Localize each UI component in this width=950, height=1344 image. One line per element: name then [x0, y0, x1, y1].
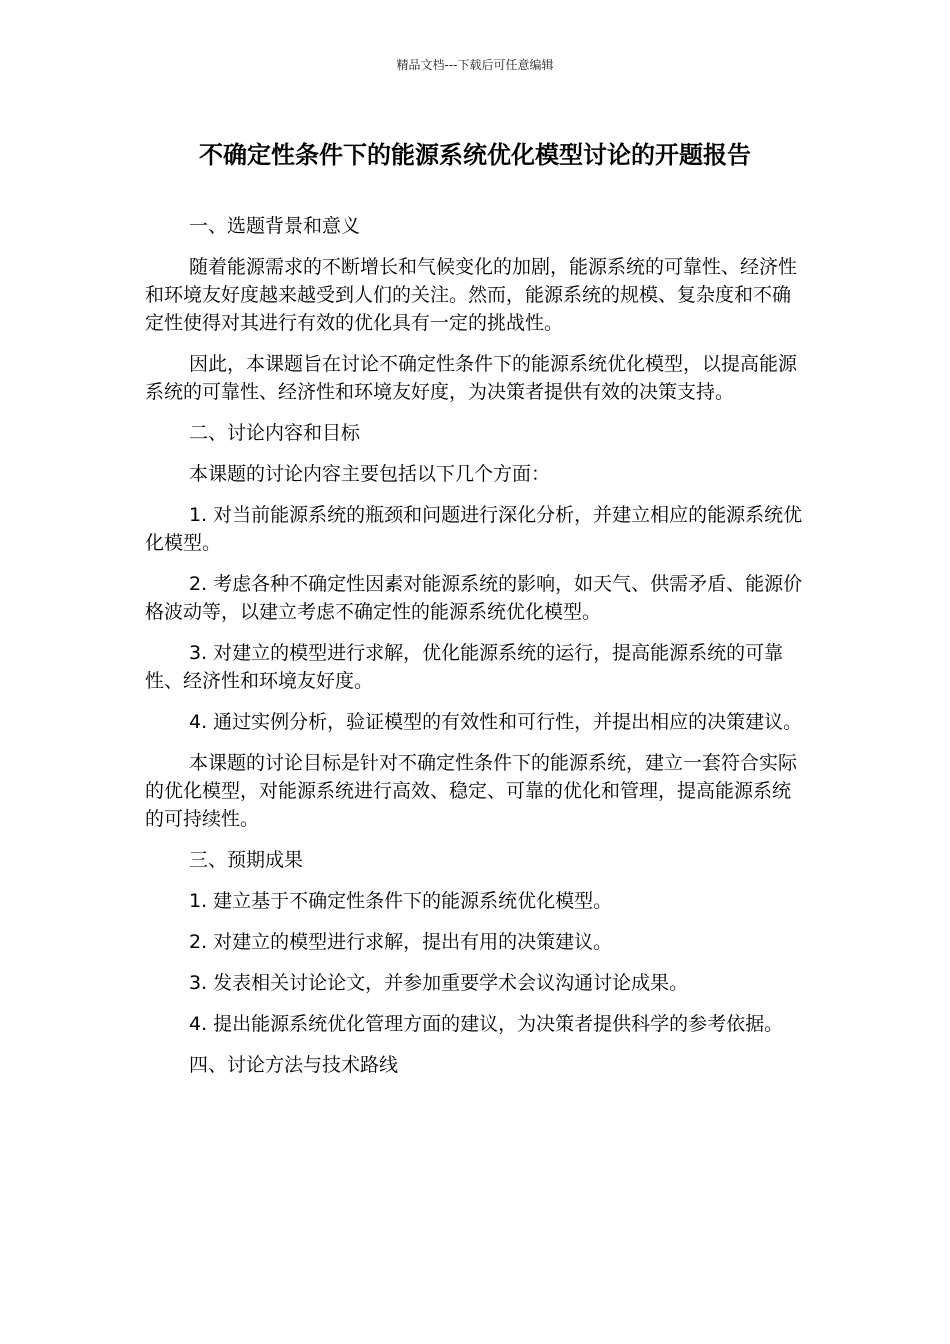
list-item-outcome-2: 2. 对建立的模型进行求解，提出有用的决策建议。: [189, 931, 613, 953]
page-header-note: 精品文档---下载后可任意编辑: [396, 58, 554, 72]
paragraph-background: 随着能源需求的不断增长和气候变化的加剧，能源系统的可靠性、经济性和环境友好度越来越受到人们的关注。然而，能源系统的规模、复杂度和不确定性使得对其进行有效的优化具有一定的挑战性。: [145, 256, 798, 334]
list-item-content-4: 4. 通过实例分析，验证模型的有效性和可行性，并提出相应的决策建议。: [189, 711, 803, 733]
section-heading-methods: 四、讨论方法与技术路线: [189, 1054, 399, 1076]
document-body: [145, 212, 805, 1092]
section-heading-content: 二、讨论内容和目标: [189, 422, 361, 444]
paragraph-goal: 本课题的讨论目标是针对不确定性条件下的能源系统，建立一套符合实际的优化模型，对能源系统进行高效、稳定、可靠的优化和管理，提高能源系统的可持续性。: [145, 752, 798, 830]
section-heading-background: 一、选题背景和意义: [189, 215, 361, 237]
list-item-content-1: 1. 对当前能源系统的瓶颈和问题进行深化分析，并建立相应的能源系统优化模型。: [145, 504, 803, 554]
paragraph-content-intro: 本课题的讨论内容主要包括以下几个方面：: [189, 463, 551, 485]
list-item-outcome-4: 4. 提出能源系统优化管理方面的建议，为决策者提供科学的参考依据。: [189, 1013, 784, 1035]
list-item-content-3: 3. 对建立的模型进行求解，优化能源系统的运行，提高能源系统的可靠性、经济性和环境友好度。: [145, 642, 784, 692]
list-item-outcome-1: 1. 建立基于不确定性条件下的能源系统优化模型。: [189, 890, 613, 912]
paragraph-purpose: 因此，本课题旨在讨论不确定性条件下的能源系统优化模型，以提高能源系统的可靠性、经济性和环境友好度，为决策者提供有效的决策支持。: [145, 353, 798, 403]
document-title: 不确定性条件下的能源系统优化模型讨论的开题报告: [199, 141, 751, 169]
list-item-outcome-3: 3. 发表相关讨论论文，并参加重要学术会议沟通讨论成果。: [189, 972, 689, 994]
section-heading-outcomes: 三、预期成果: [189, 849, 304, 871]
list-item-content-2: 2. 考虑各种不确定性因素对能源系统的影响，如天气、供需矛盾、能源价格波动等，以建立考虑不确定性的能源系统优化模型。: [145, 573, 803, 623]
